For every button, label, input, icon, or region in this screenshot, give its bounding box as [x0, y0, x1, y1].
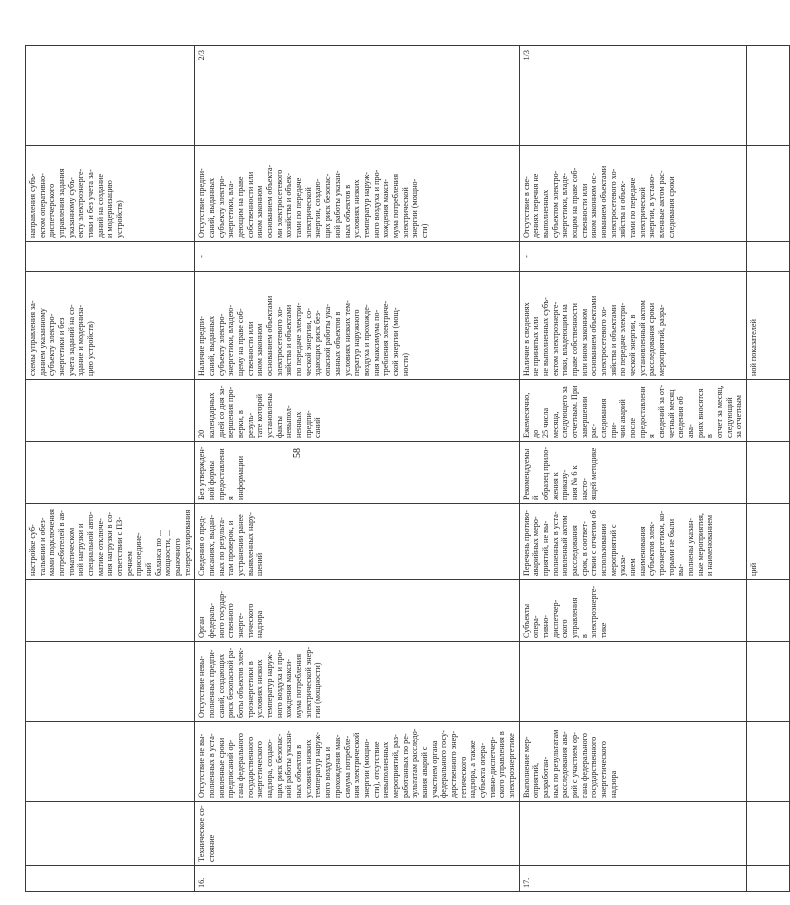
- cell-score-condition-tail: ной показателей: [747, 272, 790, 380]
- score-condition: Наличие в сведениях не принятых или не выполненных субъ- ектом электроэнерге- тики, владеющим на праве собственности или ином законном основанием объектами электросетевого хо- зяйства и объектами по передаче электри- ческой энергии, в установленный актом расследования сроки мероприятий, разра-: [519, 272, 746, 380]
- score-condition: Наличие предпи- саний, выданных субъекту электро- энергетики, владею- щему на праве соб- ственности или ином законном основанием объектами электросетевого хо- зяйства и объектами по передаче электри- ческой энергии, со- здающих риск без- опасной работы ука- занных объектов в условиях низких тем- ператур наружного воздуха и прохожде- ния максимума по- требления электриче- ской энергии (мощ- ности): [195, 272, 519, 380]
- cell-empty: [26, 242, 195, 272]
- full-condition: Отсутствие предпи- саний, выданных субъекту электро- энергетики, вла- деющим на праве собственности или ином законном основанием объекта- ми электросетевого хозяйства и объек- тами по передаче электрической энергии, создаю- щих риск безопас- ной работы указан- ных объектов в условиях низких температур наруж- ного воздуха и про- хождения макси- мума потребления электрической энергии (мощно- сти): [195, 146, 519, 242]
- cell-score-condition-continued: схемы управления за- данием указанному субъекту электро- энергетики и без учета заданий на со- здание и модерниза- цию устройств): [26, 272, 195, 380]
- info-deadline: Ежемесячно, до 25 числа месяца, следующего за отчетным. При завершении рас- следования при- чин аварий после предоставления сведений за от- четный месяц сведения об ава- риях вносятся в отчет за месяц, следующий за отчетным: [519, 380, 746, 442]
- info-source: Орган федераль- ного государ- ственного энерге- тического надзора: [195, 580, 519, 642]
- cell-info-continued: настройке суб- тальянии и обез- мами подключения потребителей в ав- томатическом ной нагрузки и специальной авто- матике отключе- ния нагрузки в со- ответствии с ПЗ- речнем присоедине- ний баланса по ... мощности, ... рыночного телерегулирования: [26, 504, 195, 580]
- score-value: 1/3: [519, 46, 746, 146]
- table-row-tail: [747, 46, 790, 892]
- cell-empty: [747, 642, 790, 722]
- cell-full-condition-continued: направления субъ- ектом оперативно- диспетчерского управления задания указанному субъ- екту электроэнерге- тики и без учета за- даний на создание и модернизацию устройств): [26, 146, 195, 242]
- cell-info-tail: ций: [747, 504, 790, 580]
- cell-empty: [747, 866, 790, 892]
- cell-empty: [26, 642, 195, 722]
- page-number: 58: [291, 448, 303, 458]
- cell-empty: [747, 380, 790, 442]
- table-row-17: [519, 46, 746, 892]
- info-deadline: 20 календарных дней со дня за- вершения про- верки, в резуль- тате которой установлены факты невыпол- ненных предпи- саний: [195, 380, 519, 442]
- cell-empty: [747, 46, 790, 146]
- requirement-text: [519, 642, 746, 722]
- info-form: Рекомендуемый образец прило- жения к приказу- ния № 6 к насто- ящей методике: [519, 442, 746, 504]
- cell-empty: [26, 866, 195, 892]
- table-row-continuation: [26, 46, 195, 892]
- cell-empty: [747, 580, 790, 642]
- row-number: 17.: [519, 866, 746, 892]
- full-condition: Отсутствие в све- дениях перечня не выполненных субъектом электро- энергетики, владе- ющим на праве соб- ственности или ином законном ос- нованием объектами электросетевого хо- зяйства и объек- тами по передаче электрической энергии, в устано- вленные актом рас- следования сроки: [519, 146, 746, 242]
- cell-empty: [26, 380, 195, 442]
- table-row-16: [195, 46, 519, 892]
- cell-empty: [747, 442, 790, 504]
- cell-empty: [26, 46, 195, 146]
- info-form: Без утвержден- ной формы предоставления информации: [195, 442, 519, 504]
- cell-empty: [747, 722, 790, 802]
- cell-empty: [747, 802, 790, 866]
- cell-empty: [26, 802, 195, 866]
- criteria-text: Отсутствие не вы- полненных в уста- новленные сроки предписаний ор- гана федерального государственного энергетического надзора, создаю- щих риск безопас- ной работы указан- ных объектов в условиях низких температур наруж- ного воздуха и прохождения мак- симума потребле- ния электрической энергии (мощно- сти), отсутствие невыполненных мероприятий, раз- работанных по ре- зультатам расследо- вания аварий с участием органа федерального госу- дарственного энер- гетического надзора, а также субъекта опера- тивно-диспетчер- ского управления в электроэнергетике: [195, 722, 519, 802]
- cell-empty: [26, 442, 195, 504]
- info-content: Перечень противо- аварийных меро- приятий, не вы- полненных в уста- новленный актом расследования срок, в соответ- ствии с отчетом об использовании мероприятий с указа- нием наименования субъектов элек- троэнергетики, ко- торыми не были вы- полнены указан- ные мероприятия, и наименованием: [519, 504, 746, 580]
- indicator-name: Техническое со- стояние: [195, 802, 519, 866]
- info-source: Субъекты опера- тивно-диспетчер- ского управления в электроэнерге- тике: [519, 580, 746, 642]
- cell-empty: [26, 580, 195, 642]
- criteria-table: [25, 45, 790, 892]
- score-value: 2/3: [195, 46, 519, 146]
- cell-empty: [747, 146, 790, 242]
- cell-empty: [26, 722, 195, 802]
- row-number: 16.: [195, 866, 519, 892]
- cell-empty: [747, 242, 790, 272]
- score-mark: -: [195, 242, 519, 272]
- score-mark: -: [519, 242, 746, 272]
- requirement-text: Отсутствие невы- полненных предпи- саний, создающих риск безопасной ра- боты объектов элек- троэнергетики в условиях низких температур наруж- ного воздуха и про- хождения макси- мума потребления электрической энер- гии (мощности): [195, 642, 519, 722]
- criteria-text: Выполнение мер- оприятий, разработан- ных по результатам расследования ава- рий с участием ор- гана федерального государственного энергетического надзора: [519, 722, 746, 802]
- info-content: Сведения о пред- писаниях, выдан- ных по результа- там проверок, и устранении ранее выявленных нару- шений: [195, 504, 519, 580]
- indicator-name: [519, 802, 746, 866]
- criteria-table-frame: [25, 46, 759, 892]
